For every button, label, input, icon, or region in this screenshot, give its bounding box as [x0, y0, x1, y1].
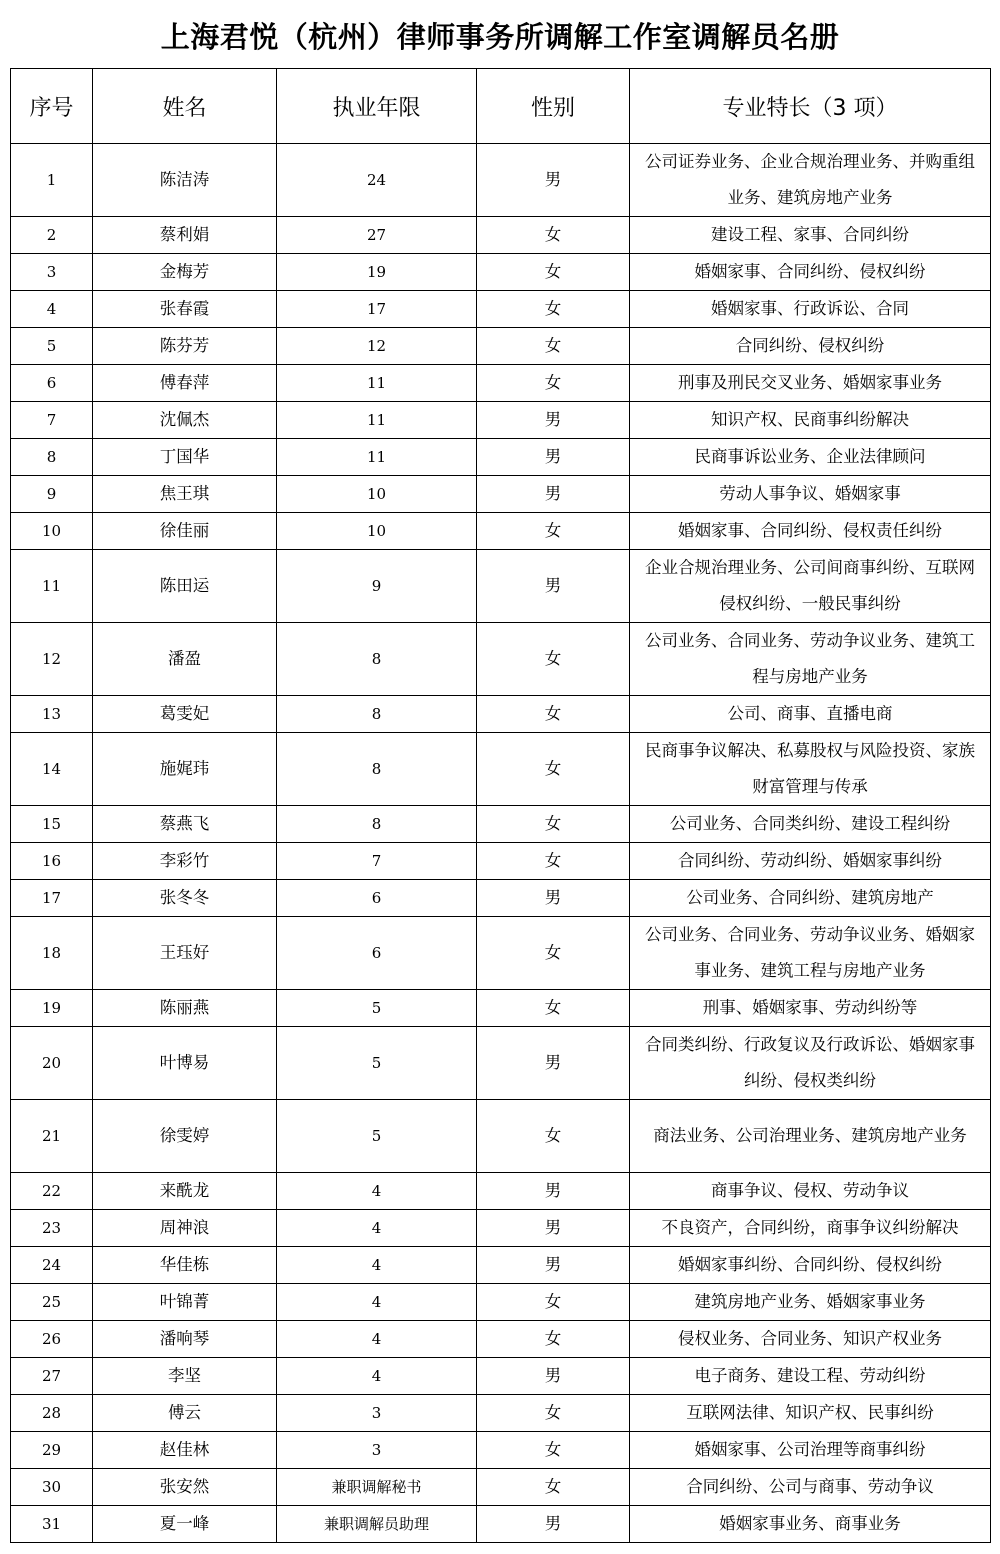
cell-years: 4: [277, 1321, 477, 1358]
specialty-text: 婚姻家事业务、商事业务: [719, 1514, 901, 1533]
table-row: [11, 1247, 991, 1284]
mediator-roster-table: [10, 68, 991, 1543]
cell-number: 12: [11, 623, 93, 696]
cell-specialty: [630, 733, 991, 806]
cell-years: 8: [277, 696, 477, 733]
cell-gender: 男: [477, 1247, 630, 1284]
cell-specialty: [630, 328, 991, 365]
cell-number: 2: [11, 217, 93, 254]
cell-specialty: [630, 696, 991, 733]
cell-number: 5: [11, 328, 93, 365]
specialty-text: 刑事及刑民交叉业务、婚姻家事业务: [678, 373, 942, 392]
specialty-text: 建设工程、家事、合同纠纷: [711, 225, 909, 244]
specialty-text: 侵权业务、合同业务、知识产权业务: [678, 1329, 942, 1348]
specialty-text: 合同纠纷、劳动纠纷、婚姻家事纠纷: [678, 851, 942, 870]
cell-gender: 男: [477, 1210, 630, 1247]
cell-specialty: [630, 1100, 991, 1173]
cell-gender: 女: [477, 917, 630, 990]
cell-name: 叶博易: [93, 1027, 277, 1100]
cell-gender: 女: [477, 1469, 630, 1506]
cell-gender: 女: [477, 1321, 630, 1358]
table-row: [11, 365, 991, 402]
cell-specialty: [630, 1321, 991, 1358]
cell-specialty: [630, 1027, 991, 1100]
cell-gender: 男: [477, 1358, 630, 1395]
cell-specialty: [630, 476, 991, 513]
cell-gender: 男: [477, 1027, 630, 1100]
cell-gender: 女: [477, 623, 630, 696]
cell-number: 18: [11, 917, 93, 990]
cell-years: 6: [277, 917, 477, 990]
cell-gender: 女: [477, 1395, 630, 1432]
column-header-specialty: 专业特长（3 项）: [630, 69, 991, 144]
specialty-text: 婚姻家事纠纷、合同纠纷、侵权纠纷: [678, 1255, 942, 1274]
specialty-text: 公司业务、合同纠纷、建筑房地产: [686, 888, 934, 907]
table-row: [11, 917, 991, 990]
specialty-text: 合同纠纷、侵权纠纷: [735, 336, 885, 355]
cell-gender: 男: [477, 144, 630, 217]
cell-number: 9: [11, 476, 93, 513]
cell-specialty: [630, 1432, 991, 1469]
cell-name: 陈芬芳: [93, 328, 277, 365]
cell-gender: 女: [477, 513, 630, 550]
cell-gender: 女: [477, 1432, 630, 1469]
table-row: [11, 1210, 991, 1247]
cell-specialty: [630, 1247, 991, 1284]
cell-name: 徐雯婷: [93, 1100, 277, 1173]
cell-gender: 男: [477, 550, 630, 623]
cell-specialty: [630, 217, 991, 254]
cell-years: 4: [277, 1173, 477, 1210]
table-row: [11, 1027, 991, 1100]
table-row: [11, 476, 991, 513]
cell-name: 李坚: [93, 1358, 277, 1395]
cell-number: 4: [11, 291, 93, 328]
table-row: [11, 439, 991, 476]
cell-gender: 女: [477, 291, 630, 328]
table-row: [11, 254, 991, 291]
table-row: [11, 1469, 991, 1506]
table-row: [11, 1173, 991, 1210]
cell-specialty: [630, 1469, 991, 1506]
cell-years: 9: [277, 550, 477, 623]
cell-specialty: [630, 1210, 991, 1247]
cell-number: 11: [11, 550, 93, 623]
roster-body: [11, 144, 991, 1543]
cell-gender: 女: [477, 806, 630, 843]
cell-years: 5: [277, 1100, 477, 1173]
specialty-text: 商法业务、公司治理业务、建筑房地产业务: [653, 1126, 967, 1145]
cell-gender: 男: [477, 1506, 630, 1543]
cell-years: 兼职调解秘书: [277, 1469, 477, 1506]
cell-number: 31: [11, 1506, 93, 1543]
cell-name: 来酰龙: [93, 1173, 277, 1210]
cell-name: 叶锦菁: [93, 1284, 277, 1321]
cell-years: 19: [277, 254, 477, 291]
specialty-text: 婚姻家事、合同纠纷、侵权责任纠纷: [678, 521, 942, 540]
cell-specialty: [630, 917, 991, 990]
column-header-gender: 性别: [477, 69, 630, 144]
cell-years: 4: [277, 1247, 477, 1284]
cell-number: 21: [11, 1100, 93, 1173]
cell-gender: 女: [477, 254, 630, 291]
cell-years: 10: [277, 476, 477, 513]
cell-name: 沈佩杰: [93, 402, 277, 439]
table-row: [11, 328, 991, 365]
cell-name: 蔡利娟: [93, 217, 277, 254]
cell-gender: 女: [477, 1100, 630, 1173]
cell-name: 周神浪: [93, 1210, 277, 1247]
cell-name: 金梅芳: [93, 254, 277, 291]
specialty-text: 建筑房地产业务、婚姻家事业务: [694, 1292, 926, 1311]
cell-specialty: [630, 402, 991, 439]
table-row: [11, 623, 991, 696]
cell-number: 27: [11, 1358, 93, 1395]
cell-years: 4: [277, 1358, 477, 1395]
cell-number: 20: [11, 1027, 93, 1100]
cell-number: 10: [11, 513, 93, 550]
specialty-text: 民商事诉讼业务、企业法律顾问: [694, 447, 926, 466]
specialty-text: 劳动人事争议、婚姻家事: [719, 484, 901, 503]
cell-years: 8: [277, 806, 477, 843]
table-row: [11, 217, 991, 254]
specialty-text: 婚姻家事、公司治理等商事纠纷: [694, 1440, 926, 1459]
cell-name: 蔡燕飞: [93, 806, 277, 843]
cell-number: 15: [11, 806, 93, 843]
cell-name: 傅云: [93, 1395, 277, 1432]
cell-specialty: [630, 623, 991, 696]
cell-name: 徐佳丽: [93, 513, 277, 550]
specialty-text: 婚姻家事、合同纠纷、侵权纠纷: [694, 262, 926, 281]
cell-number: 19: [11, 990, 93, 1027]
cell-gender: 男: [477, 1173, 630, 1210]
cell-specialty: [630, 843, 991, 880]
specialty-text: 互联网法律、知识产权、民事纠纷: [686, 1403, 934, 1422]
cell-name: 傅春萍: [93, 365, 277, 402]
specialty-text: 公司、商事、直播电商: [727, 704, 893, 723]
cell-gender: 女: [477, 328, 630, 365]
column-header-years: 执业年限: [277, 69, 477, 144]
cell-number: 13: [11, 696, 93, 733]
cell-specialty: [630, 1173, 991, 1210]
cell-specialty: [630, 1284, 991, 1321]
cell-specialty: [630, 365, 991, 402]
cell-years: 11: [277, 439, 477, 476]
cell-name: 施娓玮: [93, 733, 277, 806]
cell-name: 夏一峰: [93, 1506, 277, 1543]
cell-name: 丁国华: [93, 439, 277, 476]
cell-specialty: [630, 1358, 991, 1395]
table-row: [11, 696, 991, 733]
cell-specialty: [630, 1395, 991, 1432]
table-row: [11, 1432, 991, 1469]
table-row: [11, 1100, 991, 1173]
table-row: [11, 1284, 991, 1321]
cell-years: 4: [277, 1284, 477, 1321]
cell-number: 16: [11, 843, 93, 880]
cell-number: 7: [11, 402, 93, 439]
cell-gender: 男: [477, 439, 630, 476]
cell-number: 29: [11, 1432, 93, 1469]
specialty-text: 公司业务、合同业务、劳动争议业务、建筑工程与房地产业务: [645, 631, 975, 686]
cell-name: 赵佳林: [93, 1432, 277, 1469]
cell-number: 24: [11, 1247, 93, 1284]
specialty-text: 刑事、婚姻家事、劳动纠纷等: [702, 998, 918, 1017]
specialty-text: 公司业务、合同类纠纷、建设工程纠纷: [669, 814, 951, 833]
cell-number: 17: [11, 880, 93, 917]
cell-gender: 女: [477, 696, 630, 733]
cell-name: 张冬冬: [93, 880, 277, 917]
cell-gender: 女: [477, 843, 630, 880]
cell-specialty: [630, 880, 991, 917]
cell-years: 10: [277, 513, 477, 550]
specialty-text: 婚姻家事、行政诉讼、合同: [711, 299, 909, 318]
table-row: [11, 1506, 991, 1543]
specialty-text: 公司证券业务、企业合规治理业务、并购重组业务、建筑房地产业务: [645, 152, 975, 207]
document-title: 上海君悦（杭州）律师事务所调解工作室调解员名册: [160, 20, 840, 54]
cell-gender: 女: [477, 990, 630, 1027]
cell-years: 24: [277, 144, 477, 217]
cell-name: 葛雯妃: [93, 696, 277, 733]
cell-gender: 女: [477, 217, 630, 254]
cell-name: 王珏好: [93, 917, 277, 990]
cell-number: 30: [11, 1469, 93, 1506]
cell-specialty: [630, 1506, 991, 1543]
table-row: [11, 291, 991, 328]
cell-gender: 女: [477, 1284, 630, 1321]
table-row: [11, 550, 991, 623]
cell-name: 张安然: [93, 1469, 277, 1506]
cell-number: 14: [11, 733, 93, 806]
cell-number: 28: [11, 1395, 93, 1432]
cell-specialty: [630, 254, 991, 291]
header-row: [11, 69, 991, 144]
cell-years: 4: [277, 1210, 477, 1247]
cell-years: 3: [277, 1395, 477, 1432]
specialty-text: 合同纠纷、公司与商事、劳动争议: [686, 1477, 934, 1496]
table-row: [11, 1358, 991, 1395]
specialty-text: 合同类纠纷、行政复议及行政诉讼、婚姻家事纠纷、侵权类纠纷: [645, 1035, 975, 1090]
cell-years: 11: [277, 365, 477, 402]
cell-number: 1: [11, 144, 93, 217]
specialty-text: 电子商务、建设工程、劳动纠纷: [694, 1366, 926, 1385]
cell-name: 陈田运: [93, 550, 277, 623]
cell-number: 3: [11, 254, 93, 291]
cell-number: 23: [11, 1210, 93, 1247]
specialty-text: 知识产权、民商事纠纷解决: [711, 410, 909, 429]
cell-years: 5: [277, 990, 477, 1027]
cell-number: 25: [11, 1284, 93, 1321]
cell-specialty: [630, 513, 991, 550]
table-row: [11, 144, 991, 217]
cell-name: 张春霞: [93, 291, 277, 328]
table-row: [11, 880, 991, 917]
cell-years: 3: [277, 1432, 477, 1469]
cell-gender: 男: [477, 402, 630, 439]
cell-years: 12: [277, 328, 477, 365]
cell-years: 5: [277, 1027, 477, 1100]
specialty-text: 不良资产，合同纠纷，商事争议纠纷解决: [661, 1218, 959, 1237]
cell-number: 8: [11, 439, 93, 476]
table-row: [11, 843, 991, 880]
table-row: [11, 806, 991, 843]
cell-gender: 女: [477, 365, 630, 402]
cell-number: 22: [11, 1173, 93, 1210]
specialty-text: 企业合规治理业务、公司间商事纠纷、互联网侵权纠纷、一般民事纠纷: [645, 558, 975, 613]
cell-years: 17: [277, 291, 477, 328]
cell-gender: 男: [477, 476, 630, 513]
cell-name: 潘响琴: [93, 1321, 277, 1358]
cell-gender: 男: [477, 880, 630, 917]
table-row: [11, 733, 991, 806]
cell-specialty: [630, 806, 991, 843]
cell-years: 8: [277, 733, 477, 806]
column-header-name: 姓名: [93, 69, 277, 144]
cell-specialty: [630, 291, 991, 328]
cell-years: 7: [277, 843, 477, 880]
cell-name: 潘盈: [93, 623, 277, 696]
cell-name: 焦王琪: [93, 476, 277, 513]
table-row: [11, 402, 991, 439]
cell-specialty: [630, 144, 991, 217]
specialty-text: 商事争议、侵权、劳动争议: [711, 1181, 909, 1200]
cell-years: 27: [277, 217, 477, 254]
table-row: [11, 990, 991, 1027]
table-row: [11, 1321, 991, 1358]
column-header-number: 序号: [11, 69, 93, 144]
cell-name: 李彩竹: [93, 843, 277, 880]
cell-specialty: [630, 550, 991, 623]
cell-number: 26: [11, 1321, 93, 1358]
specialty-text: 公司业务、合同业务、劳动争议业务、婚姻家事业务、建筑工程与房地产业务: [645, 925, 975, 980]
cell-number: 6: [11, 365, 93, 402]
cell-specialty: [630, 990, 991, 1027]
cell-name: 陈洁涛: [93, 144, 277, 217]
cell-years: 6: [277, 880, 477, 917]
cell-name: 陈丽燕: [93, 990, 277, 1027]
table-row: [11, 1395, 991, 1432]
table-row: [11, 513, 991, 550]
cell-specialty: [630, 439, 991, 476]
cell-years: 11: [277, 402, 477, 439]
specialty-text: 民商事争议解决、私募股权与风险投资、家族财富管理与传承: [645, 741, 975, 796]
cell-years: 兼职调解员助理: [277, 1506, 477, 1543]
cell-years: 8: [277, 623, 477, 696]
cell-name: 华佳栋: [93, 1247, 277, 1284]
cell-gender: 女: [477, 733, 630, 806]
